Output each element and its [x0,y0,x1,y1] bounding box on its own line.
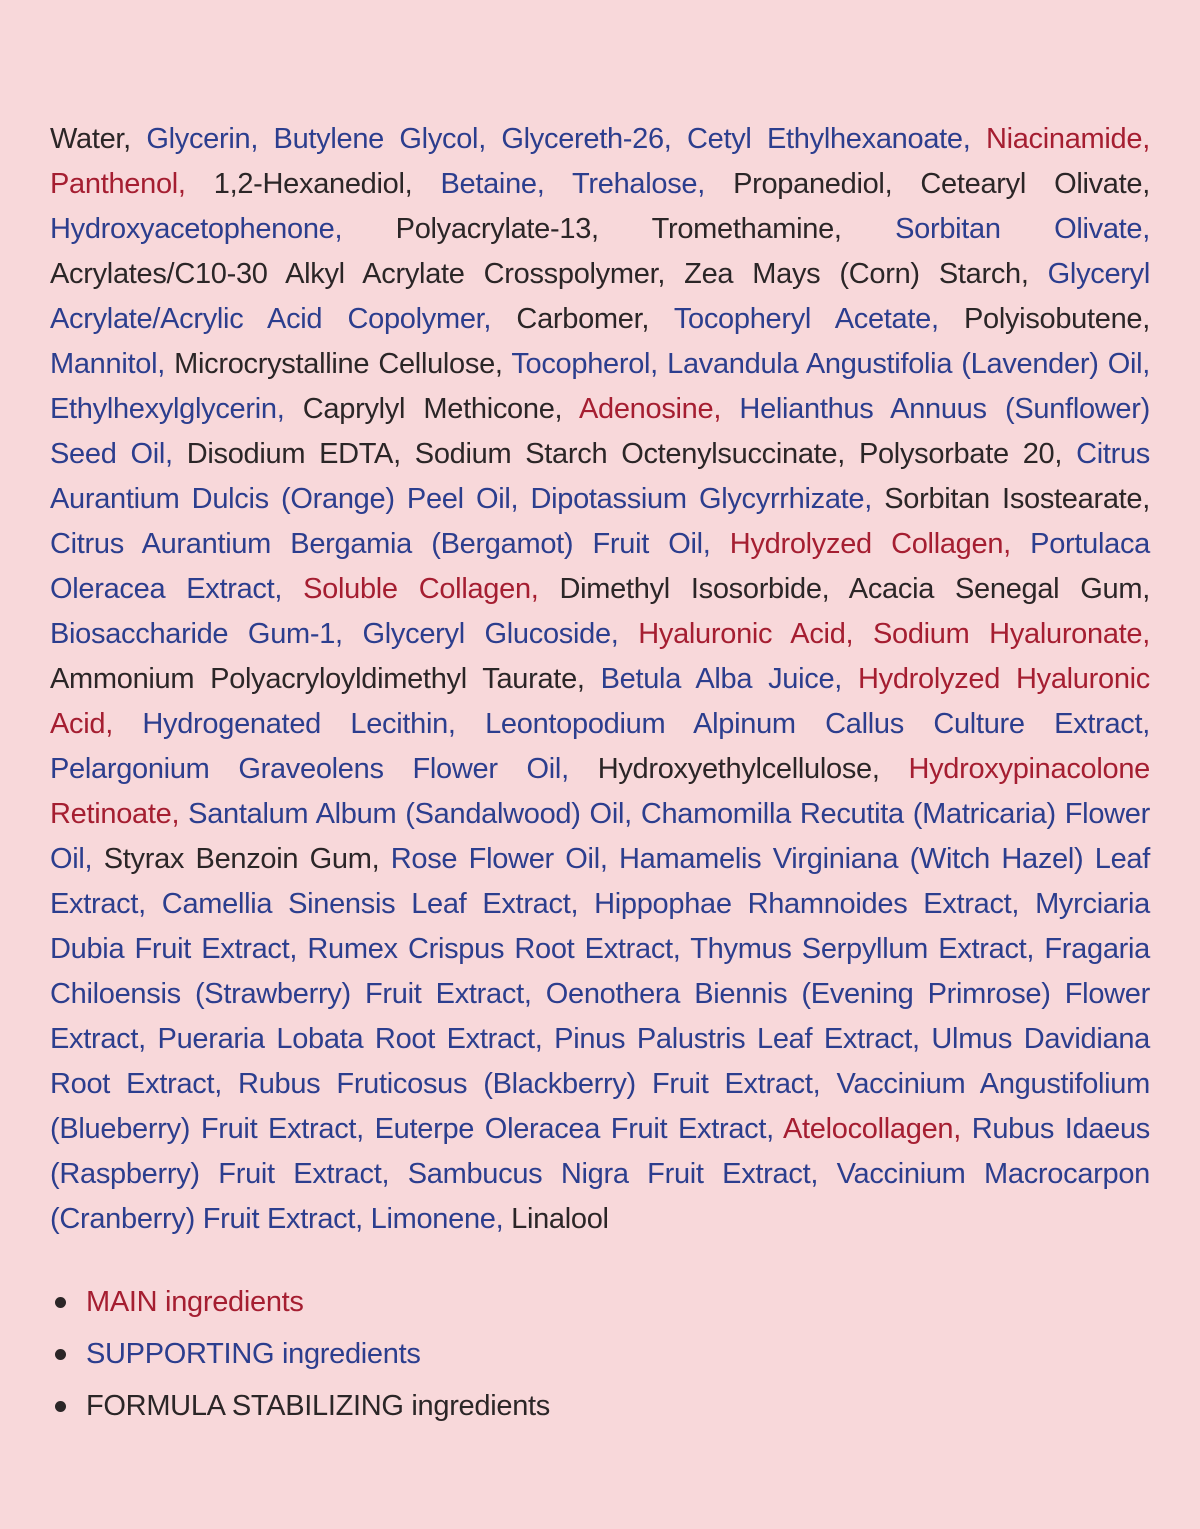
ingredient: Cetearyl Olivate, [920,168,1150,200]
ingredient: Soluble Collagen, [303,573,539,605]
ingredient: Acrylates/C10-30 Alkyl Acrylate Crosspolymer, [50,258,666,290]
ingredient: Sorbitan Olivate, [895,213,1150,245]
ingredient: Glyceryl Glucoside, [362,618,619,650]
ingredient: Betula Alba Juice, [600,663,843,695]
ingredient: Chamomilla Recutita (Matricaria) Flower Oil, [50,798,1150,875]
ingredient: Lavandula Angustifolia (Lavender) Oil, [667,348,1151,380]
ingredient: Niacinamide, [985,123,1150,155]
ingredient: Acacia Senegal Gum, [848,573,1150,605]
ingredient: Rose Flower Oil, [390,843,608,875]
ingredient: Mannitol, [50,348,165,380]
ingredient: Camellia Sinensis Leaf Extract, [161,888,579,920]
ingredient: Betaine, [440,168,545,200]
ingredient-list [0,29,1200,1242]
ingredient: Ulmus Davidiana Root Extract, [50,1023,1150,1100]
legend-item-supporting [55,1328,1150,1380]
ingredient: Oenothera Biennis (Evening Primrose) Flower Extract, [50,978,1150,1055]
ingredient: Hydrolyzed Collagen, [729,528,1011,560]
ingredient: Rumex Crispus Root Extract, [307,933,681,965]
ingredient: Panthenol, [50,168,186,200]
ingredient-label-panel [0,29,1200,1529]
ingredient: Atelocollagen, [783,1113,961,1145]
ingredient: Helianthus Annuus (Sunflower) Seed Oil, [50,393,1150,470]
bullet-icon [55,1349,66,1360]
ingredient: Glyceryl Acrylate/Acrylic Acid Copolymer, [50,258,1151,335]
ingredient: Dimethyl Isosorbide, [559,573,830,605]
ingredient: Hamamelis Virginiana (Witch Hazel) Leaf Extract, [50,843,1151,920]
ingredient: Tromethamine, [651,213,842,245]
ingredient: Dipotassium Glycyrrhizate, [530,483,873,515]
ingredient: Microcrystalline Cellulose, [174,348,503,380]
bullet-icon [55,1401,66,1412]
ingredient: Limonene, [370,1203,504,1235]
ingredient: Adenosine, [578,393,722,425]
ingredient: Leontopodium Alpinum Callus Culture Extract, [485,708,1151,740]
ingredient: Vaccinium Macrocarpon (Cranberry) Fruit Extract, [50,1158,1150,1235]
ingredient: Hydroxyethylcellulose, [597,753,880,785]
legend-label-main: MAIN ingredients [86,1285,304,1318]
ingredient: Tocopherol, [511,348,658,380]
ingredient: Sodium Hyaluronate, [872,618,1150,650]
ingredient: Water, [50,123,131,155]
ingredient: Hydrogenated Lecithin, [142,708,456,740]
legend [55,1276,1150,1432]
bullet-icon [55,1297,66,1308]
ingredient: Glycereth-26, [501,123,672,155]
ingredient: Polyacrylate-13, [395,213,599,245]
ingredient: Citrus Aurantium Bergamia (Bergamot) Fruit Oil, [50,528,711,560]
ingredient: Pueraria Lobata Root Extract, [157,1023,543,1055]
ingredient: Vaccinium Angustifolium (Blueberry) Fruit Extract, [50,1068,1150,1145]
ingredient: Pelargonium Graveolens Flower Oil, [50,753,569,785]
ingredient: Cetyl Ethylhexanoate, [687,123,971,155]
ingredient: Hyaluronic Acid, [638,618,854,650]
ingredient: Polyisobutene, [963,303,1151,335]
legend-label-stabilizing: FORMULA STABILIZING ingredients [86,1389,550,1422]
ingredient: Portulaca Oleracea Extract, [50,528,1150,605]
legend-label-supporting: SUPPORTING ingredients [86,1337,421,1370]
legend-item-stabilizing [55,1380,1150,1432]
ingredient: Biosaccharide Gum-1, [50,618,343,650]
ingredient: Linalool [511,1203,609,1235]
ingredient: Sodium Starch Octenylsuccinate, [414,438,845,470]
ingredient: Glycerin, [146,123,259,155]
ingredient: Ethylhexylglycerin, [50,393,285,425]
legend-item-main [55,1276,1150,1328]
ingredient: Fragaria Chiloensis (Strawberry) Fruit Extract, [50,933,1150,1010]
ingredient: Santalum Album (Sandalwood) Oil, [188,798,632,830]
ingredient: 1,2-Hexanediol, [213,168,413,200]
ingredient: Tocopheryl Acetate, [673,303,939,335]
ingredient: Thymus Serpyllum Extract, [690,933,1035,965]
ingredient: Polysorbate 20, [858,438,1063,470]
ingredient: Pinus Palustris Leaf Extract, [554,1023,920,1055]
ingredient: Hippophae Rhamnoides Extract, [594,888,1020,920]
ingredient: Ammonium Polyacryloyldimethyl Taurate, [50,663,585,695]
ingredient: Myrciaria Dubia Fruit Extract, [50,888,1150,965]
ingredient: Disodium EDTA, [186,438,401,470]
ingredient: Sambucus Nigra Fruit Extract, [407,1158,819,1190]
ingredient: Styrax Benzoin Gum, [103,843,380,875]
ingredient: Hydroxyacetophenone, [50,213,343,245]
ingredient: Sorbitan Isostearate, [884,483,1150,515]
ingredient: Carbomer, [516,303,650,335]
ingredient: Butylene Glycol, [273,123,486,155]
ingredient: Citrus Aurantium Dulcis (Orange) Peel Oil, [50,438,1150,515]
ingredient: Rubus Fruticosus (Blackberry) Fruit Extract, [238,1068,821,1100]
ingredient: Propanediol, [733,168,893,200]
ingredient: Trehalose, [572,168,705,200]
ingredient: Euterpe Oleracea Fruit Extract, [374,1113,774,1145]
ingredient: Rubus Idaeus (Raspberry) Fruit Extract, [50,1113,1151,1190]
ingredient: Hydrolyzed Hyaluronic Acid, [50,663,1150,740]
ingredient: Hydroxypinacolone Retinoate, [50,753,1150,830]
ingredient: Caprylyl Methicone, [302,393,563,425]
ingredient: Zea Mays (Corn) Starch, [684,258,1029,290]
